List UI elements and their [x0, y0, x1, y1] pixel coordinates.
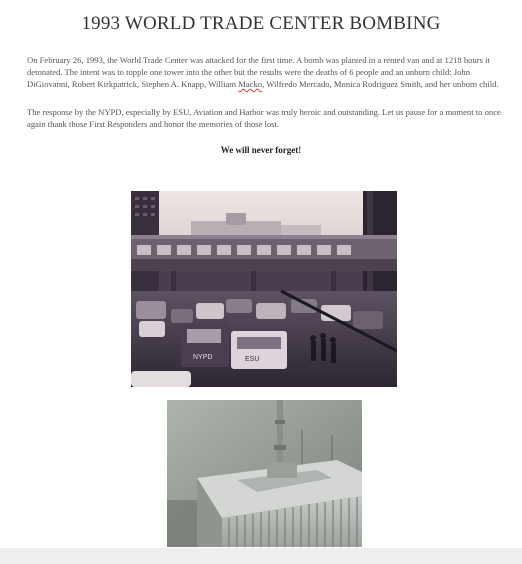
tagline: We will never forget! [220, 145, 302, 155]
intro-text-after: , Wilfredo Mercado, Monica Rodriguez Smith, and her unborn child. [262, 79, 499, 89]
footer-bar [0, 548, 522, 564]
tower-rooftop-image [167, 400, 362, 547]
nypd-sign-1: NYPD [193, 354, 213, 361]
tower-rooftop-photo [167, 400, 362, 547]
street-scene-image [131, 191, 397, 387]
page-title: 1993 WORLD TRADE CENTER BOMBING [81, 13, 441, 34]
esu-sign: ESU [245, 356, 260, 363]
street-scene-photo [131, 191, 397, 387]
intro-paragraph [27, 54, 501, 90]
response-paragraph: The response by the NYPD, especially by ESU, Aviation and Harbor was truly heroic and outstanding. Let us pause for a moment to once again thank those First Responders and honor the memories of those lost. [27, 107, 501, 129]
spellcheck-flagged-word[interactable]: Macko [238, 79, 263, 89]
intro-text-before: On February 26, 1993, the World Trade Center was attacked for the first time. A bomb was planted in a rented van and at 1218 hours it detonated. The intent was to topple one tower into the other but the results were the deaths of 6 people and an unborn child: John DiGiovanni, Robert Kirkpatrick, Stephen A. Knapp, William [27, 55, 490, 89]
